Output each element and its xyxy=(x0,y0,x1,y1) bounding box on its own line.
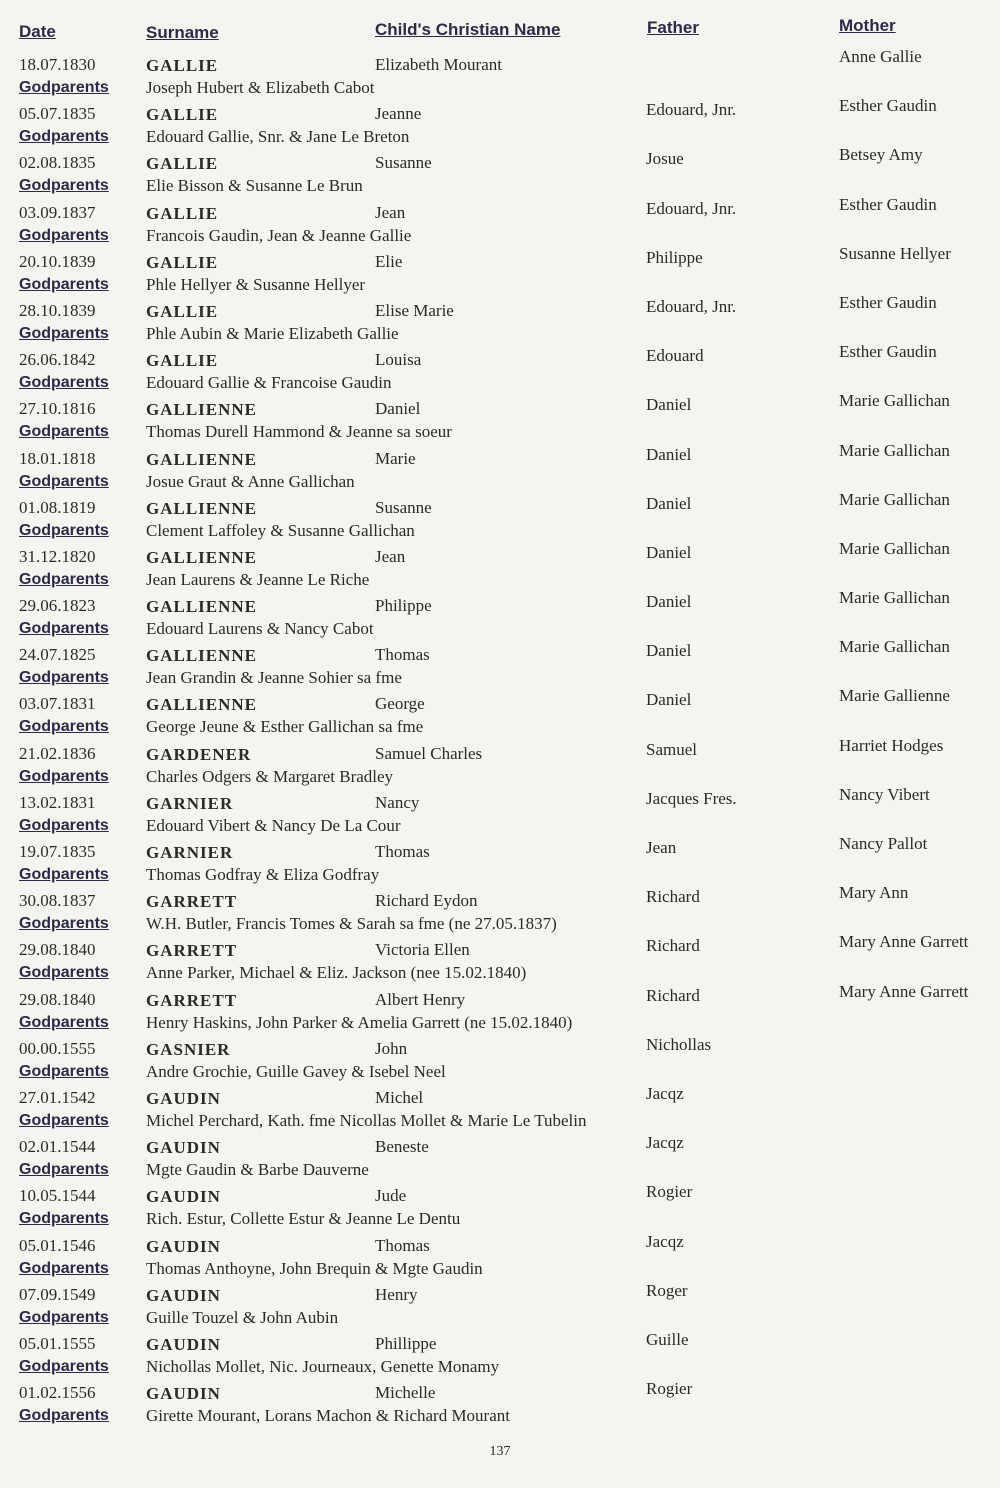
record-date: 02.01.1544 xyxy=(19,1137,96,1157)
baptism-record xyxy=(0,1181,1000,1230)
baptism-record xyxy=(0,1280,1000,1329)
record-surname: GARRETT xyxy=(146,892,238,912)
record-date: 00.00.1555 xyxy=(19,1038,96,1058)
record-date: 18.01.1818 xyxy=(19,448,96,468)
record-surname: GAUDIN xyxy=(146,1088,221,1108)
record-surname: GALLIE xyxy=(146,252,219,272)
record-godparents: Mgte Gaudin & Barbe Dauverne xyxy=(146,1160,369,1180)
baptism-record xyxy=(0,1329,1000,1378)
record-date: 30.08.1837 xyxy=(19,891,96,911)
godparents-label: Godparents xyxy=(19,1259,109,1277)
record-godparents: Jean Laurens & Jeanne Le Riche xyxy=(146,569,370,589)
record-date: 28.10.1839 xyxy=(19,300,96,320)
record-godparents: Joseph Hubert & Elizabeth Cabot xyxy=(146,78,375,97)
record-child-name: Victoria Ellen xyxy=(375,940,470,960)
record-godparents: Clement Laffoley & Susanne Gallichan xyxy=(146,520,415,540)
baptism-record xyxy=(0,981,1000,1034)
record-father: Rogier xyxy=(646,1182,693,1202)
baptism-record xyxy=(0,342,1000,394)
record-child-name: Beneste xyxy=(375,1137,429,1157)
baptism-record xyxy=(0,784,1000,837)
record-godparents: Francois Gaudin, Jean & Jeanne Gallie xyxy=(146,225,412,245)
record-mother: Mary Ann xyxy=(839,883,909,903)
record-mother: Susanne Hellyer xyxy=(839,243,951,263)
record-surname: GALLIE xyxy=(146,351,219,371)
record-surname: GALLIENNE xyxy=(146,498,258,518)
record-father: Nichollas xyxy=(646,1034,712,1054)
record-child-name: Samuel Charles xyxy=(375,743,483,763)
record-date: 05.01.1555 xyxy=(19,1333,96,1353)
record-mother: Marie Gallichan xyxy=(839,588,950,608)
baptism-record xyxy=(0,292,1000,345)
record-child-name: Susanne xyxy=(375,497,432,517)
record-surname: GALLIENNE xyxy=(146,449,258,469)
record-surname: GALLIE xyxy=(146,154,219,174)
record-surname: GALLIENNE xyxy=(146,400,258,420)
godparents-label: Godparents xyxy=(19,521,109,539)
record-godparents: Josue Graut & Anne Gallichan xyxy=(146,471,355,491)
record-father: Samuel xyxy=(646,739,697,759)
header-surname: Surname xyxy=(146,23,219,42)
record-godparents: Henry Haskins, John Parker & Amelia Garrett (ne 15.02.1840) xyxy=(146,1012,573,1032)
record-godparents: Thomas Anthoyne, John Brequin & Mgte Gaudin xyxy=(146,1258,483,1278)
record-mother: Anne Gallie xyxy=(839,47,922,66)
godparents-label: Godparents xyxy=(19,1013,109,1031)
baptism-record xyxy=(0,96,1000,148)
record-child-name: Elie xyxy=(375,251,403,271)
record-godparents: Elie Bisson & Susanne Le Brun xyxy=(146,176,363,196)
record-surname: GAUDIN xyxy=(146,1236,221,1256)
godparents-label: Godparents xyxy=(19,1062,109,1080)
record-surname: GAUDIN xyxy=(146,1285,221,1305)
baptism-record xyxy=(0,1231,1000,1280)
record-date: 21.02.1836 xyxy=(19,743,96,763)
record-father: Edouard, Jnr. xyxy=(646,296,737,316)
record-date: 29.06.1823 xyxy=(19,596,96,616)
record-child-name: Thomas xyxy=(375,842,430,861)
record-godparents: Phle Hellyer & Susanne Hellyer xyxy=(146,274,366,294)
record-child-name: Albert Henry xyxy=(375,989,466,1009)
record-surname: GALLIE xyxy=(146,56,219,75)
baptism-record xyxy=(0,194,1000,247)
record-child-name: Jean xyxy=(375,546,406,566)
record-father: Daniel xyxy=(646,690,692,710)
record-godparents: Edouard Vibert & Nancy De La Cour xyxy=(146,815,401,835)
record-father: Richard xyxy=(646,985,700,1005)
record-father: Guille xyxy=(646,1329,689,1349)
record-child-name: Henry xyxy=(375,1284,418,1304)
godparents-label: Godparents xyxy=(19,1308,109,1326)
record-mother: Harriet Hodges xyxy=(839,735,944,755)
record-father: Daniel xyxy=(646,641,692,661)
record-child-name: Nancy xyxy=(375,792,420,812)
record-child-name: George xyxy=(375,694,425,714)
baptism-record xyxy=(0,588,1000,640)
record-child-name: Susanne xyxy=(375,153,432,173)
record-godparents: Michel Perchard, Kath. fme Nicollas Mollet & Marie Le Tubelin xyxy=(146,1110,587,1130)
baptism-record-list xyxy=(0,47,1000,1427)
record-mother: Esther Gaudin xyxy=(839,96,937,116)
record-surname: GALLIENNE xyxy=(146,547,258,567)
baptism-record xyxy=(0,1132,1000,1181)
godparents-label: Godparents xyxy=(19,128,109,146)
record-godparents: Jean Grandin & Jeanne Sohier sa fme xyxy=(146,668,402,688)
record-child-name: Phillippe xyxy=(375,1333,437,1353)
record-mother: Marie Gallichan xyxy=(839,440,950,460)
record-date: 29.08.1840 xyxy=(19,989,96,1009)
record-godparents: George Jeune & Esther Gallichan sa fme xyxy=(146,717,424,737)
record-date: 19.07.1835 xyxy=(19,842,96,861)
godparents-label: Godparents xyxy=(19,79,109,96)
header-mother: Mother xyxy=(839,16,896,35)
record-father: Richard xyxy=(646,936,700,956)
record-child-name: Thomas xyxy=(375,645,430,665)
record-godparents: Andre Grochie, Guille Gavey & Isebel Neel xyxy=(146,1061,446,1081)
record-child-name: Michel xyxy=(375,1087,424,1107)
record-mother: Marie Gallichan xyxy=(839,538,950,558)
record-date: 03.09.1837 xyxy=(19,202,96,222)
record-surname: GASNIER xyxy=(146,1039,231,1059)
record-father: Daniel xyxy=(646,592,692,612)
record-date: 18.07.1830 xyxy=(19,55,96,74)
godparents-label: Godparents xyxy=(19,472,109,490)
record-father: Daniel xyxy=(646,395,692,415)
record-godparents: Edouard Laurens & Nancy Cabot xyxy=(146,619,374,639)
record-child-name: Louisa xyxy=(375,350,422,370)
baptism-record xyxy=(0,735,1000,788)
record-mother: Marie Gallichan xyxy=(839,637,950,657)
godparents-label: Godparents xyxy=(19,767,109,785)
record-surname: GAUDIN xyxy=(146,1384,221,1404)
record-child-name: Jean xyxy=(375,202,406,222)
baptism-record xyxy=(0,489,1000,542)
godparents-label: Godparents xyxy=(19,1357,109,1375)
record-godparents: Rich. Estur, Collette Estur & Jeanne Le Dentu xyxy=(146,1209,461,1229)
record-godparents: Anne Parker, Michael & Eliz. Jackson (nee 15.02.1840) xyxy=(146,963,527,983)
record-mother: Marie Gallichan xyxy=(839,489,950,509)
record-godparents: Phle Aubin & Marie Elizabeth Gallie xyxy=(146,323,399,343)
baptism-record xyxy=(0,391,1000,443)
record-father: Jacqz xyxy=(646,1083,684,1103)
record-surname: GALLIENNE xyxy=(146,695,258,715)
record-surname: GARDENER xyxy=(146,744,252,764)
record-child-name: Jude xyxy=(375,1186,407,1206)
record-godparents: Edouard Gallie, Snr. & Jane Le Breton xyxy=(146,127,410,147)
record-date: 10.05.1544 xyxy=(19,1186,96,1206)
godparents-label: Godparents xyxy=(19,1407,109,1425)
record-godparents: Edouard Gallie & Francoise Gaudin xyxy=(146,373,392,393)
godparents-label: Godparents xyxy=(19,669,109,687)
record-mother: Mary Anne Garrett xyxy=(839,932,969,952)
record-child-name: Philippe xyxy=(375,596,432,616)
baptism-record xyxy=(0,932,1000,984)
godparents-label: Godparents xyxy=(19,1161,109,1179)
record-child-name: Richard Eydon xyxy=(375,891,478,911)
baptism-record xyxy=(0,47,1000,99)
header-date: Date xyxy=(19,22,56,41)
baptism-record xyxy=(0,538,1000,591)
record-surname: GARNIER xyxy=(146,793,234,813)
record-godparents: Guille Touzel & John Aubin xyxy=(146,1307,339,1327)
godparents-label: Godparents xyxy=(19,1210,109,1228)
record-date: 26.06.1842 xyxy=(19,350,96,370)
record-surname: GAUDIN xyxy=(146,1334,221,1354)
record-child-name: Daniel xyxy=(375,399,421,419)
record-date: 03.07.1831 xyxy=(19,694,96,714)
header-child-name: Child's Christian Name xyxy=(375,20,561,39)
record-date: 02.08.1835 xyxy=(19,153,96,173)
godparents-label: Godparents xyxy=(19,816,109,834)
record-mother: Marie Gallienne xyxy=(839,686,950,706)
page-number: 137 xyxy=(489,1444,511,1459)
godparents-label: Godparents xyxy=(19,866,109,883)
record-surname: GAUDIN xyxy=(146,1138,221,1158)
record-surname: GALLIE xyxy=(146,301,219,321)
baptism-record xyxy=(0,243,1000,296)
record-child-name: Marie xyxy=(375,448,416,468)
record-father: Daniel xyxy=(646,542,692,562)
godparents-label: Godparents xyxy=(19,964,109,982)
record-father: Jacques Fres. xyxy=(646,788,737,808)
baptism-record xyxy=(0,637,1000,689)
record-godparents: Thomas Durell Hammond & Jeanne sa soeur xyxy=(146,422,452,442)
record-godparents: Charles Odgers & Margaret Bradley xyxy=(146,766,394,786)
godparents-label: Godparents xyxy=(19,275,109,293)
record-surname: GARNIER xyxy=(146,843,234,862)
godparents-label: Godparents xyxy=(19,718,109,736)
record-father: Daniel xyxy=(646,493,692,513)
record-date: 24.07.1825 xyxy=(19,645,96,665)
column-header-row xyxy=(0,16,1000,42)
record-date: 01.08.1819 xyxy=(19,497,96,517)
record-date: 07.09.1549 xyxy=(19,1284,96,1304)
record-father: Jacqz xyxy=(646,1133,684,1153)
godparents-label: Godparents xyxy=(19,374,109,392)
baptism-record xyxy=(0,883,1000,935)
godparents-label: Godparents xyxy=(19,915,109,933)
record-child-name: Jeanne xyxy=(375,104,422,124)
baptism-record xyxy=(0,834,1000,886)
record-date: 05.07.1835 xyxy=(19,104,96,124)
baptism-record xyxy=(0,686,1000,738)
record-mother: Esther Gaudin xyxy=(839,194,937,214)
record-date: 01.02.1556 xyxy=(19,1383,96,1403)
godparents-label: Godparents xyxy=(19,570,109,588)
record-mother: Esther Gaudin xyxy=(839,292,937,312)
record-surname: GAUDIN xyxy=(146,1187,221,1207)
record-mother: Mary Anne Garrett xyxy=(839,981,969,1001)
godparents-label: Godparents xyxy=(19,1111,109,1129)
record-father: Roger xyxy=(646,1280,688,1300)
baptism-record xyxy=(0,1034,1000,1083)
record-child-name: Thomas xyxy=(375,1235,430,1255)
record-father: Josue xyxy=(646,149,684,169)
record-date: 27.01.1542 xyxy=(19,1087,96,1107)
record-father: Jean xyxy=(646,838,677,857)
godparents-label: Godparents xyxy=(19,177,109,195)
record-surname: GALLIE xyxy=(146,105,219,125)
record-godparents: Nichollas Mollet, Nic. Journeaux, Genette Monamy xyxy=(146,1356,500,1376)
baptism-record xyxy=(0,1378,1000,1427)
record-date: 05.01.1546 xyxy=(19,1235,96,1255)
record-father: Edouard, Jnr. xyxy=(646,198,737,218)
record-father: Philippe xyxy=(646,247,703,267)
godparents-label: Godparents xyxy=(19,620,109,638)
record-mother: Betsey Amy xyxy=(839,145,923,165)
record-godparents: Girette Mourant, Lorans Machon & Richard Mourant xyxy=(146,1406,510,1426)
record-father: Edouard, Jnr. xyxy=(646,100,737,120)
baptism-record xyxy=(0,1083,1000,1132)
record-surname: GALLIENNE xyxy=(146,597,258,617)
godparents-label: Godparents xyxy=(19,324,109,342)
record-mother: Nancy Pallot xyxy=(839,834,928,853)
record-godparents: W.H. Butler, Francis Tomes & Sarah sa fme (ne 27.05.1837) xyxy=(146,914,557,934)
record-surname: GALLIE xyxy=(146,203,219,223)
record-godparents: Thomas Godfray & Eliza Godfray xyxy=(146,865,380,884)
record-mother: Marie Gallichan xyxy=(839,391,950,411)
header-father: Father xyxy=(647,18,699,37)
godparents-label: Godparents xyxy=(19,226,109,244)
record-child-name: Michelle xyxy=(375,1383,436,1403)
record-date: 29.08.1840 xyxy=(19,940,96,960)
record-father: Richard xyxy=(646,887,700,907)
record-date: 13.02.1831 xyxy=(19,792,96,812)
record-date: 31.12.1820 xyxy=(19,546,96,566)
record-surname: GARRETT xyxy=(146,941,238,961)
record-surname: GALLIENNE xyxy=(146,646,258,666)
record-child-name: John xyxy=(375,1038,408,1058)
record-date: 20.10.1839 xyxy=(19,251,96,271)
record-father: Jacqz xyxy=(646,1231,684,1251)
record-child-name: Elise Marie xyxy=(375,300,454,320)
record-date: 27.10.1816 xyxy=(19,399,96,419)
record-father: Daniel xyxy=(646,444,692,464)
record-mother: Nancy Vibert xyxy=(839,784,930,804)
record-surname: GARRETT xyxy=(146,990,238,1010)
record-mother: Esther Gaudin xyxy=(839,342,937,362)
godparents-label: Godparents xyxy=(19,423,109,441)
baptism-record xyxy=(0,145,1000,197)
record-father: Rogier xyxy=(646,1379,693,1399)
record-child-name: Elizabeth Mourant xyxy=(375,55,502,74)
record-father: Edouard xyxy=(646,346,704,366)
baptism-record xyxy=(0,440,1000,493)
